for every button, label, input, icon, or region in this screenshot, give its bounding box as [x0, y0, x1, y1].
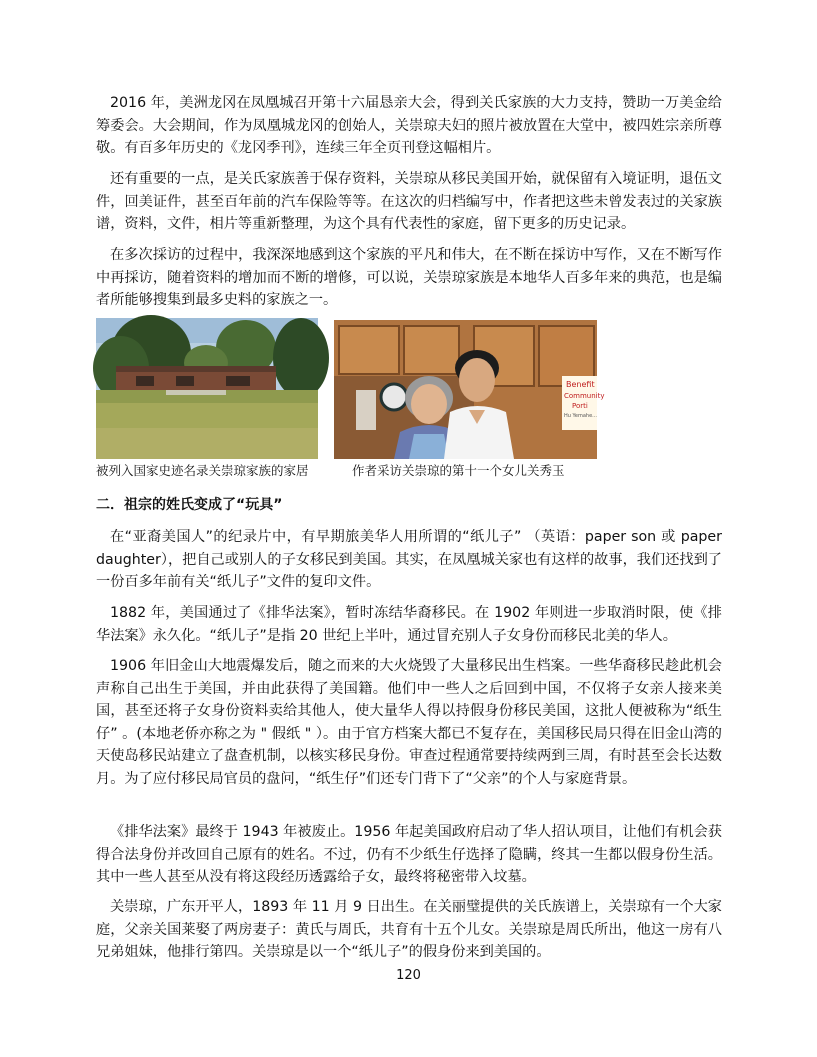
sign-text-2: Community	[564, 392, 605, 400]
paragraph-biography: 关崇琼，广东开平人，1893 年 11 月 9 日出生。在关丽璧提供的关氏族谱上，关崇琼有一个大家庭，父亲关国莱娶了两房妻子：黄氏与周氏，共育有十五个儿女。关崇琼是周氏所出，他这一房有八兄弟姐妹，他排行第四。关崇琼是以一个“纸儿子”的假身份来到美国的。	[96, 899, 722, 960]
section-heading: 二．祖宗的姓氏变成了“玩具”	[96, 497, 283, 513]
house-image	[96, 318, 318, 459]
house-photo	[96, 318, 318, 459]
interview-image	[334, 320, 605, 459]
paragraph-dragon-convention: 2016 年，美洲龙冈在凤凰城召开第十六届恳亲大会，得到关氏家族的大力支持，赞助一万美金给筹委会。大会期间，作为凤凰城龙冈的创始人，关崇琼夫妇的照片被放置在大堂中，被四姓宗亲所尊敬。有百多年历史的《龙冈季刊》，连续三年全页刊登这幅相片。	[96, 95, 722, 156]
interview-photo	[334, 320, 605, 459]
paragraph-interview-process: 在多次採访的过程中，我深深地感到这个家族的平凡和伟大，在不断在採访中写作，又在不断写作中再採访，随着资料的增加而不断的增修，可以说，关崇琼家族是本地华人百多年来的典范，也是编者所能够搜集到最多史料的家族之一。	[96, 247, 722, 308]
sign-text-1: Benefit	[566, 380, 595, 389]
paragraph-paper-son: 在“亚裔美国人”的纪录片中，有早期旅美华人用所谓的“纸儿子” （英语：paper son 或 paper daughter），把自己或别人的子女移民到美国。其实，在凤凰城关家也有这样的故事，我们还找到了一份百多年前有关“纸儿子”文件的复印文件。	[96, 529, 722, 590]
page-number: 120	[396, 968, 421, 983]
interview-caption: 作者采访关崇琼的第十一个女儿关秀玉	[352, 463, 565, 478]
sign-text-3: Porti	[572, 402, 588, 410]
paragraph-earthquake: 1906 年旧金山大地震爆发后，随之而来的大火烧毁了大量移民出生档案。一些华裔移民趁此机会声称自己出生于美国，并由此获得了美国籍。他们中一些人之后回到中国，不仅将子女亲人接来美国，甚至还将子女身份资料卖给其他人，使大量华人得以持假身份移民美国，这批人便被称为“纸生仔” 。(本地老侨亦称之为 " 假纸 " ）。由于官方档案大都已不复存在，美国移民局只得在旧金山湾的天使岛移民站建立了盘查机制，以核实移民身份。审查过程通常要持续两到三周，有时甚至会长达数月。为了应付移民局官员的盘问，“纸生仔”们还专门背下了“父亲”的个人与家庭背景。	[96, 658, 722, 787]
paragraph-repeal: 《排华法案》最终于 1943 年被废止。1956 年起美国政府启动了华人招认项目，让他们有机会获得合法身份并改回自己原有的姓名。不过，仍有不少纸生仔选择了隐瞒，终其一生都以假身份生活。其中一些人甚至从没有将这段经历透露给子女，最终将秘密带入坟墓。	[96, 824, 722, 885]
paragraph-records-preserved: 还有重要的一点，是关氏家族善于保存资料，关崇琼从移民美国开始，就保留有入境证明，退伍文件，回美证件，甚至百年前的汽车保险等等。在这次的归档编写中，作者把这些未曾发表过的关家族谱，资料，文件，相片等重新整理，为这个具有代表性的家庭，留下更多的历史记录。	[96, 171, 722, 232]
paragraph-exclusion-act: 1882 年，美国通过了《排华法案》，暂时冻结华裔移民。在 1902 年则进一步取消时限，使《排华法案》永久化。“纸儿子”是指 20 世纪上半叶，通过冒充别人子女身份而移民北美的华人。	[96, 605, 722, 644]
sign-text-4: Hu Yemahe...	[564, 413, 597, 419]
house-caption: 被列入国家史迹名录关崇琼家族的家居	[96, 463, 309, 478]
